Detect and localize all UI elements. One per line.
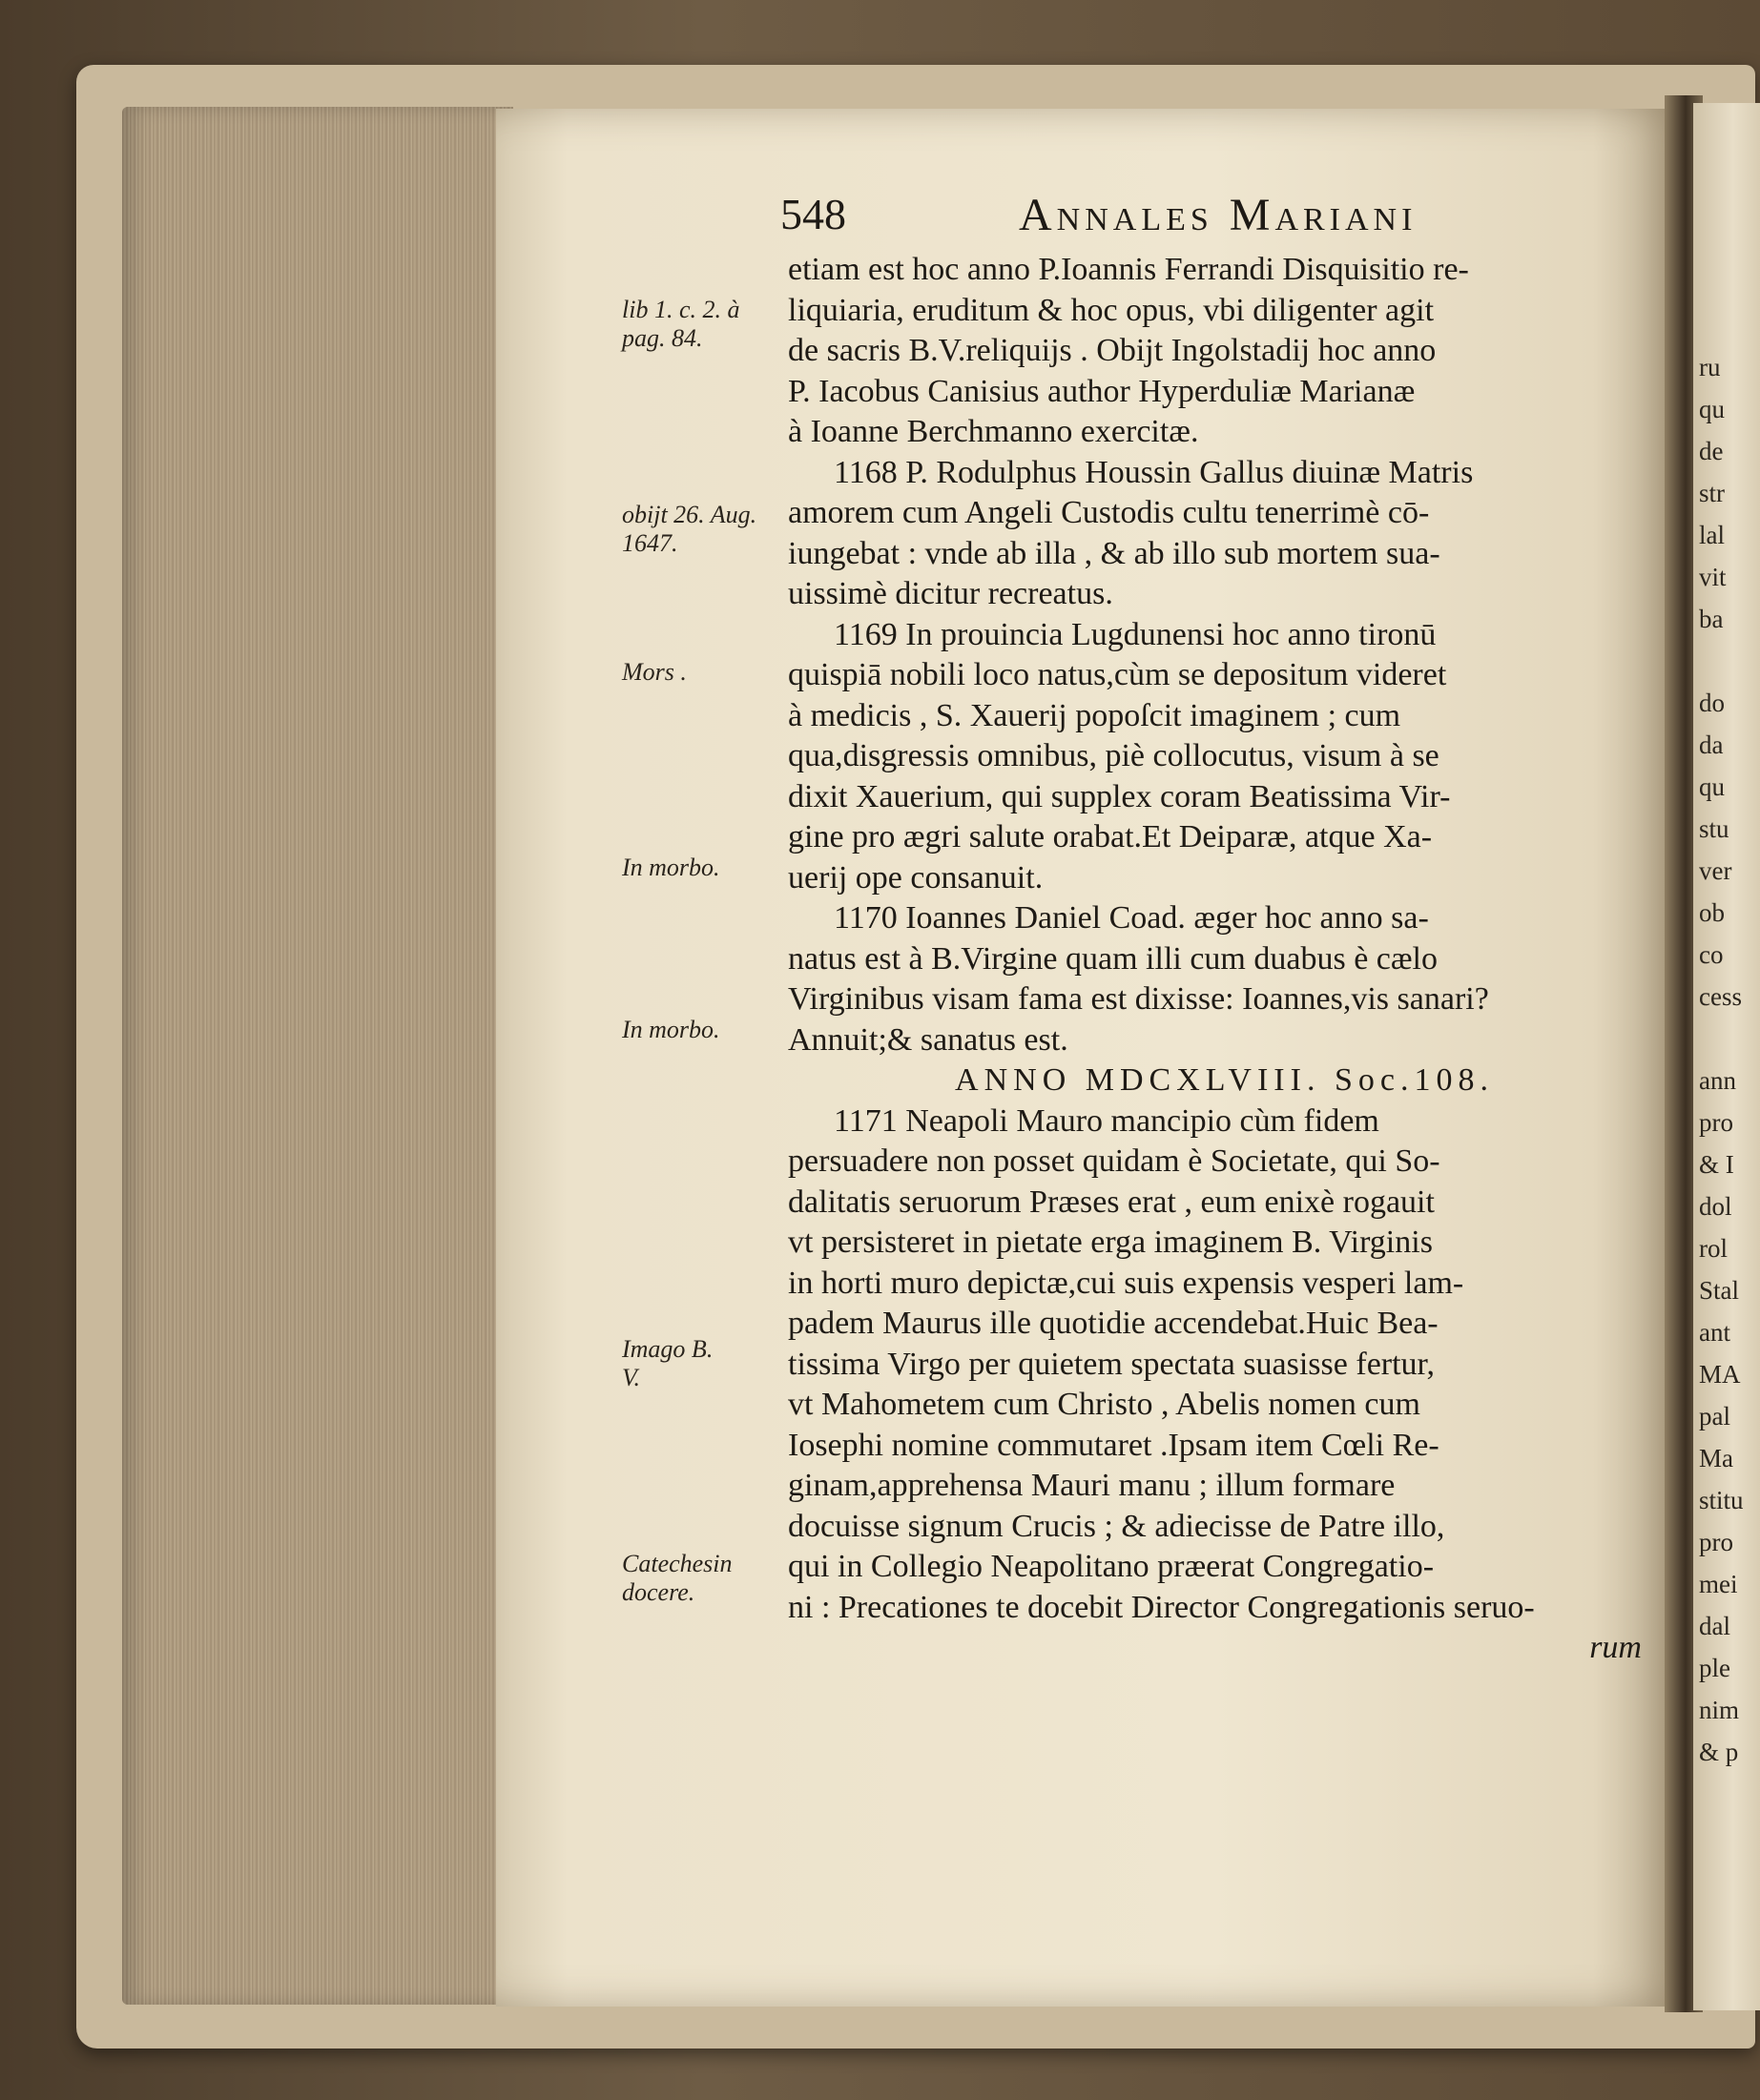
- text-line: vt persisteret in pietate erga imaginem B. Virginis: [788, 1225, 1433, 1260]
- running-title: Annales Mariani: [1019, 190, 1418, 240]
- text-line: qui in Collegio Neapolitano præerat Congregatio-: [788, 1549, 1435, 1584]
- text-line: etiam est hoc anno P.Ioannis Ferrandi Disquisitio re-: [788, 252, 1469, 287]
- facing-page-fragment: pro: [1699, 1108, 1733, 1137]
- facing-page-fragment: rol: [1699, 1234, 1728, 1263]
- text-line: ginam,apprehensa Mauri manu ; illum formare: [788, 1468, 1396, 1503]
- margin-note: obijt 26. Aug. 1647.: [622, 501, 757, 557]
- facing-page-fragment: ant: [1699, 1318, 1730, 1347]
- facing-page-fragment: [1699, 640, 1760, 682]
- text-line: in horti muro depictæ,cui suis expensis vesperi lam-: [788, 1265, 1464, 1301]
- margin-notes: [0, 0, 782, 2100]
- text-line: liquiaria, eruditum & hoc opus, vbi diligenter agit: [788, 292, 1435, 328]
- facing-page-fragment: ru: [1699, 353, 1721, 381]
- facing-page-fragment: stitu: [1699, 1486, 1744, 1514]
- facing-page-fragment: dol: [1699, 1192, 1732, 1221]
- margin-note: Imago B. V.: [622, 1335, 714, 1391]
- facing-page-fragment: nim: [1699, 1696, 1740, 1724]
- page-number: 548: [780, 190, 846, 238]
- margin-note: Mors .: [622, 658, 687, 686]
- facing-page-fragment: qu: [1699, 395, 1725, 423]
- facing-page-fragment: pro: [1699, 1528, 1733, 1556]
- text-line: gine pro ægri salute orabat.Et Deiparæ, atque Xa-: [788, 819, 1433, 854]
- facing-page-fragment: MA: [1699, 1360, 1741, 1389]
- facing-page-fragment: str: [1699, 479, 1725, 507]
- facing-page-fragment: ver: [1699, 856, 1732, 885]
- text-line: persuadere non posset quidam è Societate, qui So-: [788, 1143, 1440, 1179]
- text-line: Virginibus visam fama est dixisse: Ioannes,vis sanari?: [788, 981, 1489, 1017]
- margin-note: In morbo.: [622, 1016, 720, 1043]
- text-line: tissima Virgo per quietem spectata suasisse fertur,: [788, 1346, 1436, 1382]
- year-heading: ANNO MDCXLVIII. Soc.108.: [955, 1062, 1494, 1098]
- catchword: rum: [1589, 1630, 1642, 1665]
- margin-note: Catechesin docere.: [622, 1550, 733, 1606]
- facing-page-fragment: Ma: [1699, 1444, 1733, 1472]
- text-line: dalitatis seruorum Præses erat , eum enixè rogauit: [788, 1184, 1435, 1220]
- text-line: uerij ope consanuit.: [788, 859, 1044, 896]
- text-line: Iosephi nomine commutaret .Ipsam item Cœli Re-: [788, 1427, 1439, 1463]
- running-head: [780, 189, 1601, 246]
- facing-page-fragment: [1699, 1018, 1760, 1060]
- text-line: padem Maurus ille quotidie accendebat.Huic Bea-: [788, 1306, 1439, 1341]
- right-page-edge: [1693, 103, 1760, 2010]
- facing-page-fragment: ann: [1699, 1066, 1736, 1095]
- text-line: 1171 Neapoli Mauro mancipio cùm fidem: [834, 1102, 1379, 1139]
- facing-page-fragment: & I: [1699, 1150, 1734, 1179]
- facing-page-fragment: stu: [1699, 814, 1729, 843]
- text-line: 1170 Ioannes Daniel Coad. æger hoc anno sa-: [834, 900, 1429, 936]
- facing-page-fragment: ba: [1699, 605, 1724, 633]
- facing-page-fragment: de: [1699, 437, 1724, 465]
- text-line: iungebat : vnde ab illa , & ab illo sub mortem sua-: [788, 535, 1440, 571]
- facing-page-fragment: do: [1699, 689, 1725, 717]
- facing-page-fragment: da: [1699, 731, 1724, 759]
- facing-page-fragment: Stal: [1699, 1276, 1740, 1305]
- margin-note: In morbo.: [622, 854, 720, 881]
- body-text: [788, 250, 1661, 1669]
- facing-page-fragment: mei: [1699, 1570, 1738, 1598]
- text-line: 1169 In prouincia Lugdunensi hoc anno tironū: [834, 616, 1437, 652]
- facing-page-fragment: co: [1699, 940, 1724, 969]
- text-line: natus est à B.Virgine quam illi cum duabus è cælo: [788, 940, 1438, 977]
- text-line: vt Mahometem cum Christo , Abelis nomen cum: [788, 1387, 1420, 1422]
- facing-page-fragment: cess: [1699, 982, 1742, 1011]
- facing-page-fragment: qu: [1699, 772, 1725, 801]
- facing-page-fragment: ple: [1699, 1654, 1730, 1682]
- facing-page-fragment: lal: [1699, 521, 1725, 549]
- text-line: 1168 P. Rodulphus Houssin Gallus diuinæ Matris: [834, 454, 1474, 490]
- facing-page-fragment: pal: [1699, 1402, 1730, 1431]
- text-line: amorem cum Angeli Custodis cultu tenerrimè cō-: [788, 495, 1430, 530]
- facing-page-fragment: & p: [1699, 1738, 1739, 1766]
- facing-page-fragment: vit: [1699, 563, 1727, 591]
- text-line: ni : Precationes te docebit Director Congregationis seruo-: [788, 1589, 1535, 1625]
- facing-page-fragment: dal: [1699, 1612, 1730, 1640]
- text-line: P. Iacobus Canisius author Hyperduliæ Marianæ: [788, 373, 1416, 409]
- facing-page-fragment: ob: [1699, 898, 1725, 927]
- margin-note: lib 1. c. 2. à pag. 84.: [622, 296, 740, 352]
- text-line: qua,disgressis omnibus, piè collocutus, visum à se: [788, 738, 1439, 773]
- text-line: à medicis , S. Xauerij popoſcit imaginem ; cum: [788, 697, 1401, 733]
- text-line: Annuit;& sanatus est.: [788, 1021, 1068, 1058]
- facing-page-text: [1699, 346, 1760, 1773]
- text-line: uissimè dicitur recreatus.: [788, 576, 1113, 611]
- text-line: docuisse signum Crucis ; & adiecisse de Patre illo,: [788, 1508, 1445, 1544]
- text-line: à Ioanne Berchmanno exercitæ.: [788, 414, 1199, 449]
- text-line: dixit Xauerium, qui supplex coram Beatissima Vir-: [788, 778, 1451, 814]
- text-line: quispiā nobili loco natus,cùm se depositum videret: [788, 657, 1447, 692]
- text-line: de sacris B.V.reliquijs . Obijt Ingolstadij hoc anno: [788, 333, 1437, 368]
